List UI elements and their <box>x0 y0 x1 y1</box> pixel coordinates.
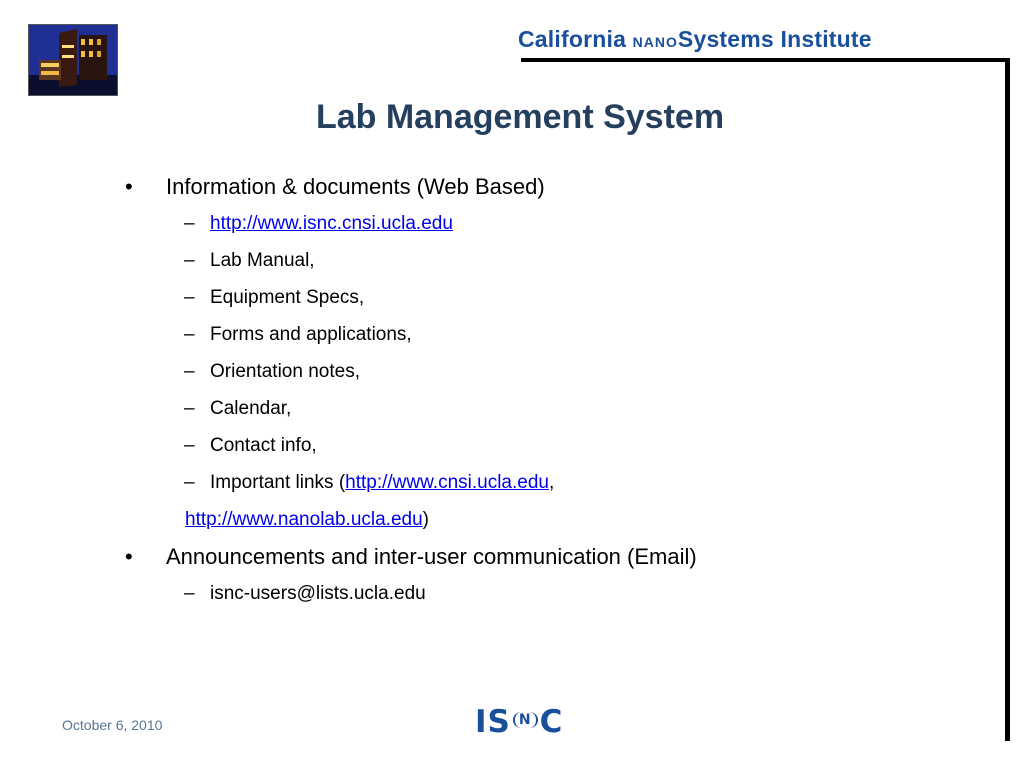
dash-icon: – <box>184 398 195 419</box>
important-links-prefix: Important links ( <box>210 472 346 493</box>
sub-item <box>125 390 985 427</box>
building-photo-image <box>29 25 118 96</box>
nanolab-website-link[interactable]: http://www.nanolab.ucla.edu <box>185 509 423 530</box>
sub-item-text: Calendar, <box>210 398 292 419</box>
sub-item-text: Orientation notes, <box>210 361 360 382</box>
sub-item-continuation <box>125 501 985 538</box>
dash-icon: – <box>184 213 195 234</box>
bullet-icon: • <box>125 174 133 199</box>
header-rule <box>521 58 1010 62</box>
logo-right: C <box>539 704 564 740</box>
building-photo <box>28 24 118 96</box>
sub-item <box>125 316 985 353</box>
sub-item-text: Lab Manual, <box>210 250 315 271</box>
slide-content <box>125 168 985 612</box>
right-border-rule <box>1005 58 1010 741</box>
slide-title: Lab Management System <box>315 98 725 136</box>
brand-prefix: California <box>518 26 633 52</box>
dash-icon: – <box>184 250 195 271</box>
bullet-item <box>125 168 985 205</box>
sub-item <box>125 575 985 612</box>
isnc-website-link[interactable]: http://www.isnc.cnsi.ucla.edu <box>210 213 453 234</box>
dash-icon: – <box>184 435 195 456</box>
sub-item <box>125 279 985 316</box>
sub-item <box>125 242 985 279</box>
sub-item-text: Forms and applications, <box>210 324 412 345</box>
important-links-comma: , <box>548 472 555 493</box>
sub-item-text: Equipment Specs, <box>210 287 365 308</box>
sub-item <box>125 427 985 464</box>
isnc-logo <box>475 704 563 740</box>
sub-item <box>125 464 985 501</box>
bullet-text: Information & documents (Web Based) <box>166 174 545 199</box>
sub-item <box>125 353 985 390</box>
sub-item <box>125 205 985 242</box>
bullet-icon: • <box>125 544 133 569</box>
brand-nano: NANO <box>632 34 678 50</box>
sub-item-text: Contact info, <box>210 435 317 456</box>
dash-icon: – <box>184 361 195 382</box>
footer-date: October 6, 2010 <box>62 717 163 733</box>
bullet-item <box>125 538 985 575</box>
bullet-text: Announcements and inter-user communication (Email) <box>166 544 697 569</box>
email-address: isnc-users@lists.ucla.edu <box>210 583 426 604</box>
dash-icon: – <box>184 324 195 345</box>
important-links-close: ) <box>422 509 429 530</box>
logo-n: N <box>513 712 538 728</box>
dash-icon: – <box>184 287 195 308</box>
dash-icon: – <box>184 583 195 604</box>
dash-icon: – <box>184 472 195 493</box>
cnsi-website-link[interactable]: http://www.cnsi.ucla.edu <box>345 472 549 493</box>
brand-suffix: Systems Institute <box>677 26 872 52</box>
brand-wordmark <box>518 26 872 53</box>
logo-left: IS <box>475 704 511 740</box>
